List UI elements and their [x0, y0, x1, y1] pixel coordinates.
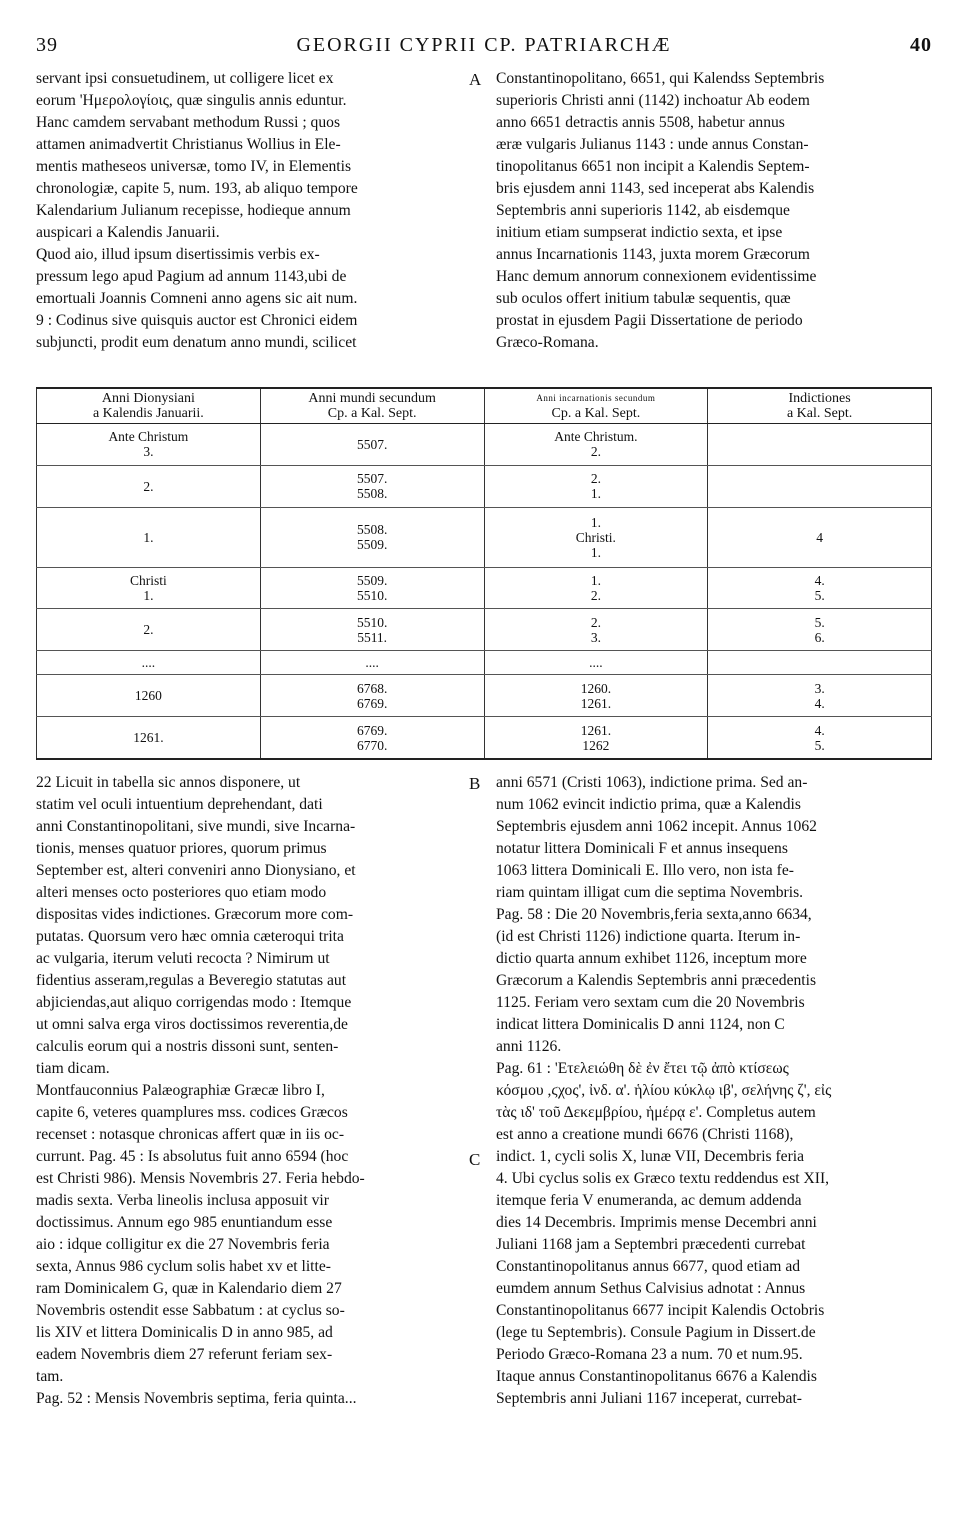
table-cell — [260, 609, 484, 651]
table-cell — [260, 717, 484, 760]
cell-value: 5507. — [356, 471, 388, 487]
text-line: indicat littera Dominicalis D anni 1124, non C — [496, 1016, 785, 1033]
table-cell — [484, 424, 708, 466]
text-line: τὰς ιδ' τοῦ Δεκεμβρίου, ἡμέρᾳ ε'. Completus autem — [496, 1104, 816, 1121]
cell-value: .... — [141, 655, 156, 671]
text-line: riam quintam illigat cum die septima Novembris. — [496, 884, 804, 901]
text-line: prostat in ejusdem Pagii Dissertatione de periodo — [496, 312, 803, 329]
cell-value: 6768. — [356, 680, 388, 696]
header-text: Cp. a Kal. Sept. — [551, 406, 641, 421]
table-row — [37, 717, 932, 760]
text-line: indict. 1, cycli solis X, lunæ VII, Decembris feria — [496, 1148, 805, 1165]
cell-value: Ante Christum. — [554, 429, 638, 445]
page-number-left: 39 — [36, 34, 58, 56]
header-text: a Kal. Sept. — [786, 406, 853, 421]
text-line: Quod aio, illud ipsum disertissimis verbis ex- — [36, 246, 320, 263]
text-line: recenset : notasque chronicas affert quæ in iis oc- — [36, 1126, 345, 1143]
text-line: Pag. 61 : 'Ετελειώθη δὲ ἐν ἔτει τῷ ἀπὸ κτίσεως — [496, 1060, 789, 1077]
text-line: subjuncti, prodit eum denatum anno mundi, scilicet — [36, 334, 357, 351]
text-line: Novembris ostendit esse Sabbatum : at cyclus so- — [36, 1302, 345, 1319]
cell-value: .... — [589, 655, 603, 671]
running-title: GEORGII CYPRII CP. PATRIARCHÆ — [296, 34, 672, 56]
column-bottom-right — [496, 772, 932, 1410]
table-header-cell — [484, 388, 708, 424]
cell-value: 3. — [590, 629, 601, 645]
text-line: dispositas vides indictiones. Græcorum more com- — [36, 906, 354, 923]
text-line: tiam dicam. — [36, 1060, 110, 1077]
text-line: 1125. Feriam vero sextam cum die 20 Novembris — [496, 994, 805, 1011]
header-text: Anni mundi secundum — [308, 391, 436, 406]
cell-value: 1. — [590, 514, 601, 530]
text-line: calculis eorum qui a nostris dissoni sunt, senten- — [36, 1038, 339, 1055]
text-line: lis XIV et littera Dominicalis D in anno 985, ad — [36, 1324, 333, 1341]
text-line: eadem Novembris diem 27 referunt feriam sex- — [36, 1346, 333, 1363]
text-line: tam. — [36, 1368, 64, 1385]
cell-value: 5508. — [356, 486, 388, 502]
text-line: anni Constantinopolitani, sive mundi, sive Incarna- — [36, 818, 356, 835]
running-header — [36, 34, 932, 60]
text-line: chronologiæ, capite 5, num. 193, ab aliquo tempore — [36, 180, 358, 197]
text-line: currunt. Pag. 45 : Is absolutus fuit anno 6594 (hoc — [36, 1148, 349, 1165]
text-line: mentis matheseos universæ, tomo IV, in Elementis — [36, 158, 352, 175]
table-cell — [708, 567, 932, 609]
text-line: madis sexta. Verba lineolis inclusa apposuit vir — [36, 1192, 329, 1209]
text-line: dies 14 Decembris. Imprimis mense Decembri anni — [496, 1214, 817, 1231]
cell-value: 5509. — [356, 572, 388, 588]
text-line: Pag. 52 : Mensis Novembris septima, feria quinta... — [36, 1390, 357, 1407]
text-line: aio : idque colligitur ex die 27 Novembris feria — [36, 1236, 330, 1253]
text-line: fidentius asseram,regulas a Beveregio statutas aut — [36, 972, 347, 989]
table-cell — [260, 507, 484, 567]
cell-value: Christi — [129, 572, 167, 588]
text-line: Constantinopolitanus annus 6677, quod etiam ad — [496, 1258, 801, 1275]
table-row — [37, 675, 932, 717]
header-text: Anni incarnationis secundum — [536, 393, 656, 403]
text-line: sexta, Annus 986 cyclum solis habet xv et litte- — [36, 1258, 331, 1275]
cell-value: 5507. — [356, 436, 388, 452]
text-line: putatas. Quorsum vero hæc omnia cæteroqui trita — [36, 928, 344, 945]
table-cell — [37, 717, 261, 760]
table-cell — [708, 609, 932, 651]
text-line: capite 6, veteres quamplures mss. codices Græcos — [36, 1104, 348, 1121]
text-line: annus Incarnationis 1143, juxta morem Græcorum — [496, 246, 810, 263]
cell-value: 4 — [816, 529, 823, 545]
table-cell — [708, 717, 932, 760]
cell-value: 1261. — [580, 722, 612, 738]
cell-value: .... — [365, 655, 379, 671]
table-row — [37, 507, 932, 567]
text-line: 9 : Codinus sive quisquis auctor est Chronici eidem — [36, 312, 358, 329]
text-line: 1063 littera Dominicali E. Illo vero, non ista fe- — [496, 862, 794, 879]
cell-value: Ante Christum — [108, 429, 189, 445]
text-line: attamen animadvertit Christianus Wollius in Ele- — [36, 136, 341, 153]
page-number-right: 40 — [910, 34, 932, 56]
text-line: sub oculos offert initium tabulæ sequentis, quæ — [496, 290, 791, 307]
cell-value: 2. — [590, 444, 601, 460]
table-cell — [37, 675, 261, 717]
text-line: Constantinopolitanus 6677 incipit Kalendis Octobris — [496, 1302, 825, 1319]
cell-value: 5510. — [356, 614, 388, 630]
table-cell — [37, 465, 261, 507]
text-line: est anno a creatione mundi 6676 (Christi 1168), — [496, 1126, 794, 1143]
header-text: a Kalendis Januarii. — [92, 406, 204, 421]
column-top-right — [496, 68, 932, 354]
text-line: κόσμου ,ϛχος', ἰνδ. α'. ἡλίου κύκλῳ ιβ', σελήνης ζ', εἰς — [496, 1082, 832, 1099]
text-line: 22 Licuit in tabella sic annos disponere, ut — [36, 774, 301, 791]
cell-value: 2. — [590, 471, 601, 487]
column-top-left — [36, 68, 466, 354]
text-line: 4. Ubi cyclus solis ex Græco textu reddendus est XII, — [496, 1170, 830, 1187]
cell-value: 1. — [143, 529, 154, 545]
text-line: alteri menses octo posteriores quo etiam modo — [36, 884, 327, 901]
text-line: eorum 'Ημερολογίοις, quæ singulis annis eduntur. — [36, 92, 347, 109]
cell-value: Christi. — [575, 529, 616, 545]
cell-value: 6770. — [356, 737, 388, 753]
cell-value: 5510. — [356, 587, 388, 603]
text-line: (id est Christi 1126) indictione quarta. Iterum in- — [496, 928, 801, 945]
header-text: Cp. a Kal. Sept. — [327, 406, 417, 421]
cell-value: 5. — [814, 614, 825, 630]
text-line: superioris Christi anni (1142) inchoatur Ab eodem — [496, 92, 810, 109]
text-line: Periodo Græco-Romana 23 a num. 70 et num.95. — [496, 1346, 803, 1363]
table-row — [37, 609, 932, 651]
margin-marker-a: A — [469, 70, 482, 89]
table-cell — [260, 424, 484, 466]
table-cell — [260, 567, 484, 609]
text-line: Græco-Romana. — [496, 334, 599, 351]
text-line: æræ vulgaris Julianus 1143 : unde annus Constan- — [496, 136, 809, 153]
table-cell — [484, 567, 708, 609]
text-line: tinopolitanus 6651 non incipit a Kalendis Septem- — [496, 158, 810, 175]
text-line: anno 6651 detractis annis 5508, habetur annus — [496, 114, 785, 131]
cell-value: 4. — [814, 695, 825, 711]
cell-value: 1260. — [580, 680, 612, 696]
text-line: Montfauconnius Palæographiæ Græcæ libro I, — [36, 1082, 325, 1099]
year-correspondence-table — [36, 387, 932, 760]
cell-value: 5508. — [356, 522, 388, 538]
text-line: ac vulgaria, iterum veluti recocta ? Nimirum ut — [36, 950, 330, 967]
table-cell — [37, 609, 261, 651]
text-line: auspicari a Kalendis Januarii. — [36, 224, 220, 241]
cell-value: 6769. — [356, 722, 388, 738]
header-text: Anni Dionysiani — [101, 391, 195, 406]
text-line: Juliani 1168 jam a Septembri præcedenti currebat — [496, 1236, 806, 1253]
table-cell — [37, 507, 261, 567]
table-cell — [484, 651, 708, 675]
table-cell — [260, 465, 484, 507]
text-line: num 1062 evincit indictio prima, quæ a Kalendis — [496, 796, 801, 813]
text-line: Itaque annus Constantinopolitanus 6676 a Kalendis — [496, 1368, 817, 1385]
cell-value: 1. — [590, 572, 601, 588]
text-line: servant ipsi consuetudinem, ut colligere licet ex — [36, 70, 334, 87]
cell-value: 6769. — [356, 695, 388, 711]
text-line: Kalendarium Julianum recepisse, hodieque annum — [36, 202, 351, 219]
text-line: dictio quarta annum exhibet 1126, inceptum more — [496, 950, 807, 967]
table-cell — [484, 717, 708, 760]
cell-value: 1. — [590, 544, 601, 560]
cell-value: 1. — [590, 486, 601, 502]
cell-value: 1. — [143, 587, 154, 603]
cell-value: 5. — [814, 587, 825, 603]
table-cell — [484, 675, 708, 717]
table-cell — [484, 465, 708, 507]
cell-value: 3. — [143, 444, 154, 460]
table-cell — [708, 507, 932, 567]
text-line: ut omni salva erga viros doctissimos reverentia,de — [36, 1016, 348, 1033]
table-header-cell — [37, 388, 261, 424]
text-line: itemque feria V enumeranda, ac demum addenda — [496, 1192, 802, 1209]
cell-value: 2. — [590, 587, 601, 603]
cell-value: 3. — [814, 680, 825, 696]
cell-value: 1261. — [133, 730, 164, 745]
text-line: Hanc demum annorum connexionem evidentissime — [496, 268, 817, 285]
cell-value: 1262 — [582, 737, 610, 753]
table-header-cell — [260, 388, 484, 424]
margin-marker-c: C — [469, 1150, 481, 1169]
text-line: notatur littera Dominicali F et annus insequens — [496, 840, 788, 857]
text-line: Septembris anni superioris 1142, ab eisdemque — [496, 202, 790, 219]
cell-value: 4. — [814, 722, 825, 738]
text-line: eumdem annum Sethus Calvisius adnotat : Annus — [496, 1280, 806, 1297]
table-cell — [260, 651, 484, 675]
table-cell — [37, 424, 261, 466]
text-line: emortuali Joannis Comneni anno agens sic ait num. — [36, 290, 358, 307]
column-bottom-left — [36, 772, 466, 1410]
text-line: (lege tu Septembris). Consule Pagium in Dissert.de — [496, 1324, 816, 1341]
text-line: Hanc camdem servabant methodum Russi ; quos — [36, 114, 341, 131]
text-line: doctissimus. Annum ego 985 enuntiandum esse — [36, 1214, 333, 1231]
table-row — [37, 651, 932, 675]
cell-value: 1260 — [134, 688, 162, 704]
header-text: Indictiones — [788, 391, 851, 406]
table-cell — [708, 651, 932, 675]
text-line: pressum lego apud Pagium ad annum 1143,ubi de — [36, 268, 347, 285]
table-cell — [708, 675, 932, 717]
table-cell — [260, 675, 484, 717]
margin-marker-b: B — [469, 774, 481, 793]
cell-value: 2. — [143, 478, 154, 494]
cell-value: 5509. — [356, 537, 388, 553]
text-line: ram Dominicalem G, quæ in Kalendario diem 27 — [36, 1280, 342, 1297]
text-line: initium etiam sumpserat indictio sexta, et ipse — [496, 224, 783, 241]
text-line: tionis, menses quatuor priores, quorum primus — [36, 840, 327, 857]
table-cell — [484, 507, 708, 567]
table-header-row — [37, 388, 932, 424]
cell-value: 5511. — [357, 629, 388, 645]
text-line: anni 6571 (Cristi 1063), indictione prima. Sed an- — [496, 774, 808, 791]
table-cell — [484, 609, 708, 651]
cell-value: 2. — [590, 614, 601, 630]
text-line: Septembris ejusdem anni 1062 incepit. Annus 1062 — [496, 818, 817, 835]
table-header-cell — [708, 388, 932, 424]
cell-value: 1261. — [580, 695, 612, 711]
table-cell — [37, 567, 261, 609]
table-row — [37, 465, 932, 507]
text-line: statim vel oculi intuentium deprehendant, dati — [36, 796, 323, 813]
table-cell — [37, 651, 261, 675]
text-line: Constantinopolitano, 6651, qui Kalendss Septembris — [496, 70, 825, 87]
text-line: est Christi 986). Mensis Novembris 27. Feria hebdo- — [36, 1170, 365, 1187]
table-cell — [708, 424, 932, 466]
cell-value: 6. — [814, 629, 825, 645]
table-row — [37, 567, 932, 609]
cell-value: 4. — [814, 572, 825, 588]
cell-value: 2. — [143, 622, 154, 638]
text-line: September est, alteri conveniri anno Dionysiano, et — [36, 862, 356, 879]
table-cell — [708, 465, 932, 507]
table-row — [37, 424, 932, 466]
text-line: bris ejusdem anni 1143, sed inceperat abs Kalendis — [496, 180, 815, 197]
text-line: Græcorum a Kalendis Septembris anni præcedentis — [496, 972, 817, 989]
text-line: abjiciendas,aut aliquo corrigendas modo : Itemque — [36, 994, 352, 1011]
text-line: anni 1126. — [496, 1038, 562, 1055]
text-line: Septembris anni Juliani 1167 inceperat, currebat- — [496, 1390, 802, 1407]
text-line: Pag. 58 : Die 20 Novembris,feria sexta,anno 6634, — [496, 906, 812, 923]
cell-value: 5. — [814, 737, 825, 753]
